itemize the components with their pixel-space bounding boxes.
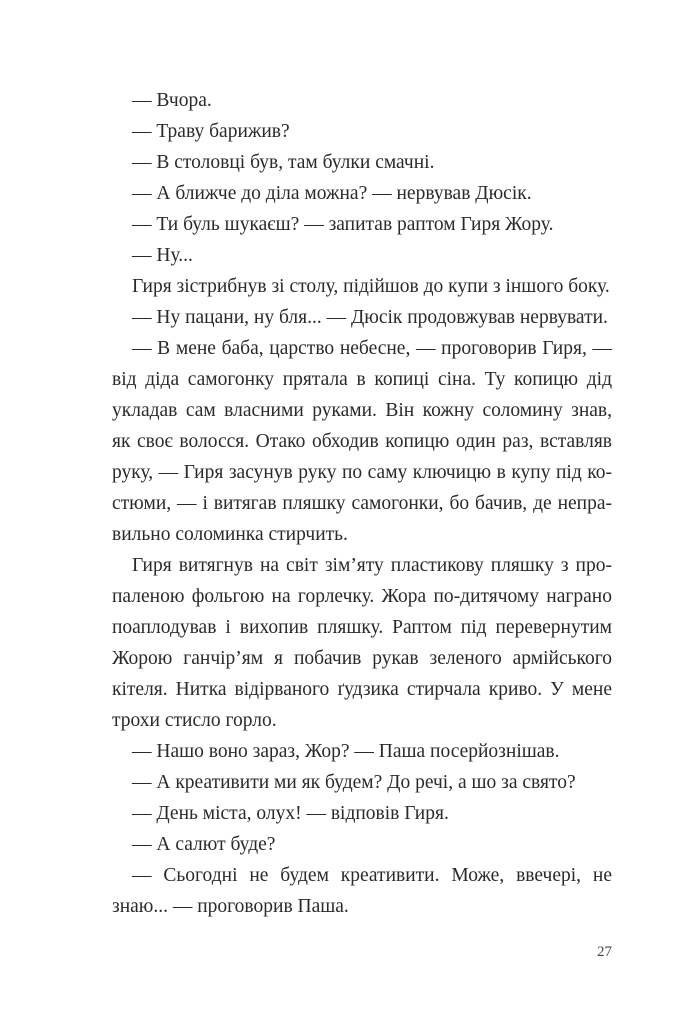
text-line: кітеля. Нитка відірваного ґудзика стирчала криво. У мене (112, 679, 612, 700)
text-line: — Ну... (132, 245, 193, 266)
text-line: руку, — Гиря засунув руку по саму ключицю в купу під ко- (112, 462, 612, 483)
text-line: Гиря зістрибнув зі столу, підійшов до купи з іншого боку. (132, 276, 610, 297)
text-line: — День міста, олух! — відповів Гиря. (132, 803, 449, 824)
text-line: — А ближче до діла можна? — нервував Дюсік. (132, 183, 532, 204)
text-line: — Сьогодні не будем креативити. Може, ввечері, не (132, 865, 612, 886)
text-line: Жорою ганчір’ям я побачив рукав зеленого армійського (112, 648, 612, 669)
text-line: — Нашо воно зараз, Жор? — Паша посерйознішав. (132, 741, 560, 762)
text-line: — А салют буде? (132, 834, 276, 855)
text-line: стюми, — і витягав пляшку самогонки, бо бачив, де непра- (112, 493, 612, 514)
text-line: трохи стисло горло. (112, 710, 277, 731)
text-line: — Ну пацани, ну бля... — Дюсік продовжував нервувати. (132, 307, 608, 328)
text-line: знаю... — проговорив Паша. (112, 896, 349, 917)
text-line: — Траву барижив? (132, 121, 290, 142)
page-body-text (112, 85, 612, 922)
text-line: — Ти буль шукаєш? — запитав раптом Гиря Жору. (132, 214, 554, 235)
text-line: — А креативити ми як будем? До речі, а шо за свято? (132, 772, 576, 793)
text-line: поаплодував і вихопив пляшку. Раптом під перевернутим (112, 617, 612, 638)
text-line: — В мене баба, царство небесне, — проговорив Гиря, — (132, 338, 612, 359)
text-line: — Вчора. (132, 90, 212, 111)
text-line: вильно соломинка стирчить. (112, 524, 348, 545)
text-line: — В столовці був, там булки смачні. (132, 152, 435, 173)
text-line: паленою фольгою на горлечку. Жора по-дитячому награно (112, 586, 612, 607)
page-number: 27 (597, 944, 612, 960)
text-line: як своє волосся. Отако обходив копицю один раз, вставляв (112, 431, 612, 452)
text-line: укладав сам власними руками. Він кожну соломину знав, (112, 400, 612, 421)
text-line: Гиря витягнув на світ зім’яту пластикову пляшку з про- (132, 555, 612, 576)
text-line: від діда самогонку прятала в копиці сіна. Ту копицю дід (112, 369, 612, 390)
